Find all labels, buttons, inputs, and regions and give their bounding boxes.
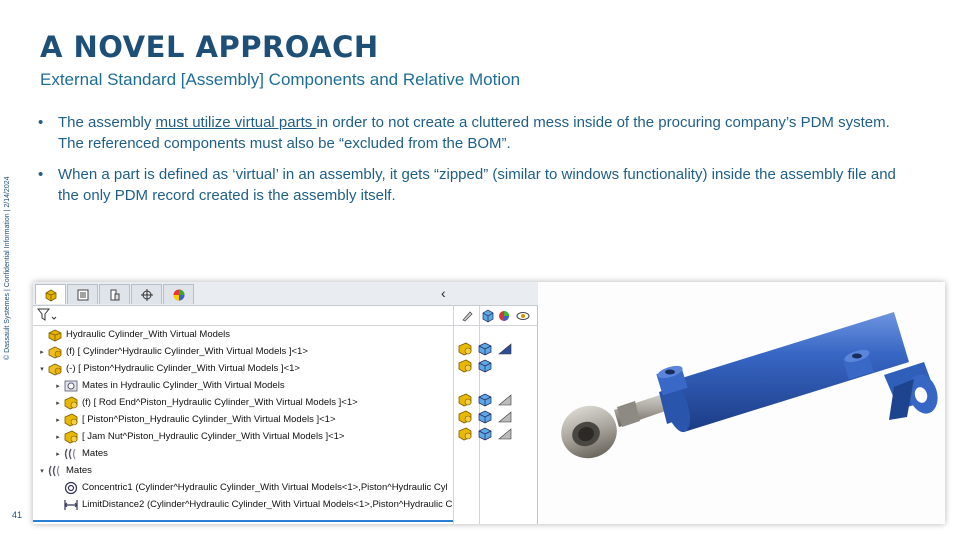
dimxpert-icon[interactable] <box>131 284 162 304</box>
triangle-indicator-icon <box>497 342 513 361</box>
tree-row[interactable] <box>33 496 453 513</box>
part-state-icon <box>457 427 473 446</box>
cylinder-assembly <box>554 312 942 465</box>
part-icon <box>63 396 79 410</box>
expand-arrow-icon[interactable]: ▸ <box>56 450 60 458</box>
collapse-panel-button[interactable]: ‹ <box>441 285 446 301</box>
tree-row-label: Mates in Hydraulic Cylinder_With Virtual Models <box>82 380 285 391</box>
pencil-icon <box>460 309 474 323</box>
filter-row <box>33 306 453 326</box>
tree-column-header <box>453 306 538 326</box>
appearance-cube-icon <box>481 309 495 323</box>
mates-icon <box>63 447 79 461</box>
column-separator <box>453 306 454 524</box>
tree-row-label: [ Piston^Piston_Hydraulic Cylinder_With Virtual Models ]<1> <box>82 414 336 425</box>
bullet-text-underlined: must utilize virtual parts <box>155 114 317 131</box>
solidworks-screenshot <box>33 282 945 524</box>
eye-icon <box>516 310 530 322</box>
expand-arrow-icon[interactable]: ▸ <box>56 416 60 424</box>
manager-tabbar <box>33 282 538 306</box>
tree-row-label: (-) [ Piston^Hydraulic Cylinder_With Virtual Models ]<1> <box>66 363 300 374</box>
row-status-icons <box>457 394 513 411</box>
tree-row-label: Concentric1 (Cylinder^Hydraulic Cylinder_With Virtual Models<1>,Piston^Hydraulic Cyl <box>82 482 448 493</box>
row-status-icons <box>457 343 513 360</box>
display-manager-icon[interactable] <box>163 284 194 304</box>
tree-row[interactable] <box>33 360 453 377</box>
graphics-viewport[interactable] <box>539 282 945 524</box>
expand-arrow-icon[interactable]: ▾ <box>40 467 44 475</box>
bullet-item <box>38 164 918 206</box>
row-status-icons <box>457 428 513 445</box>
row-status-icons <box>457 411 513 428</box>
property-manager-icon[interactable] <box>67 284 98 304</box>
bullet-text-pre: When a part is defined as ‘virtual’ in an assembly, it gets “zipped” (similar to windows functionality) inside the assembly file and the only PDM record created is the assembly itself. <box>58 166 896 204</box>
tree-row-label: LimitDistance2 (Cylinder^Hydraulic Cylinder_With Virtual Models<1>,Piston^Hydraulic C <box>82 499 453 510</box>
slide-subtitle: External Standard [Assembly] Components and Relative Motion <box>40 70 521 89</box>
tree-row[interactable] <box>33 394 453 411</box>
page-number: 41 <box>12 510 23 520</box>
bullet-item <box>38 112 918 154</box>
bullet-dot: • <box>38 166 44 183</box>
hydraulic-cylinder-model <box>539 282 945 524</box>
tree-row[interactable] <box>33 445 453 462</box>
expand-arrow-icon[interactable]: ▾ <box>40 365 44 373</box>
bullet-text-post: in order to not create a cluttered mess inside of the procuring company’s PDM system. The referenced components must also be “excluded from the BOM”. <box>58 114 890 152</box>
configuration-manager-icon[interactable] <box>99 284 130 304</box>
part-icon <box>63 413 79 427</box>
tree-row[interactable] <box>33 428 453 445</box>
part-state-icon <box>457 359 473 378</box>
bullet-list <box>38 112 918 216</box>
bullet-dot: • <box>38 114 44 131</box>
tree-row[interactable] <box>33 326 453 343</box>
triangle-indicator-icon <box>497 427 513 446</box>
row-status-icons <box>457 360 493 377</box>
bullet-text <box>58 112 918 154</box>
tree-row[interactable] <box>33 377 453 394</box>
appearance-cube-icon <box>477 427 493 446</box>
tree-row[interactable] <box>33 479 453 496</box>
expand-arrow-icon[interactable]: ▸ <box>40 348 44 356</box>
expand-arrow-icon[interactable]: ▸ <box>56 433 60 441</box>
tree-row-label: (f) [ Rod End^Piston_Hydraulic Cylinder_With Virtual Models ]<1> <box>82 397 358 408</box>
bullet-text <box>58 164 918 206</box>
expand-arrow-icon[interactable]: ▸ <box>56 382 60 390</box>
feature-manager-icon[interactable] <box>35 284 66 304</box>
color-ball-icon <box>498 309 512 323</box>
filter-icon[interactable] <box>37 308 57 327</box>
concentric-mate-icon <box>63 481 79 495</box>
tree-row-label: (f) [ Cylinder^Hydraulic Cylinder_With Virtual Models ]<1> <box>66 346 308 357</box>
mates-icon <box>47 464 63 478</box>
limit-distance-icon <box>63 498 79 512</box>
part-icon <box>63 430 79 444</box>
tree-row[interactable] <box>33 462 453 479</box>
tree-row[interactable] <box>33 411 453 428</box>
tree-row[interactable] <box>33 343 453 360</box>
tree-row-label: Hydraulic Cylinder_With Virtual Models <box>66 329 231 340</box>
mates-folder-icon <box>63 379 79 393</box>
expand-arrow-icon[interactable]: ▸ <box>56 399 60 407</box>
tree-row-label: Mates <box>82 448 108 459</box>
horizontal-scrollbar[interactable] <box>33 520 453 522</box>
feature-manager-panel <box>33 282 538 524</box>
appearance-cube-icon <box>477 359 493 378</box>
subassembly-icon <box>47 345 63 359</box>
tree-row-label: Mates <box>66 465 92 476</box>
slide-title: A NOVEL APPROACH <box>40 30 379 64</box>
tree-row-label: [ Jam Nut^Piston_Hydraulic Cylinder_With Virtual Models ]<1> <box>82 431 345 442</box>
assembly-icon <box>47 328 63 342</box>
bullet-text-pre: The assembly <box>58 114 156 131</box>
subassembly-icon <box>47 362 63 376</box>
copyright-side-text: © Dassault Systemes | Confidential Information | 2/14/2024 <box>4 176 11 360</box>
